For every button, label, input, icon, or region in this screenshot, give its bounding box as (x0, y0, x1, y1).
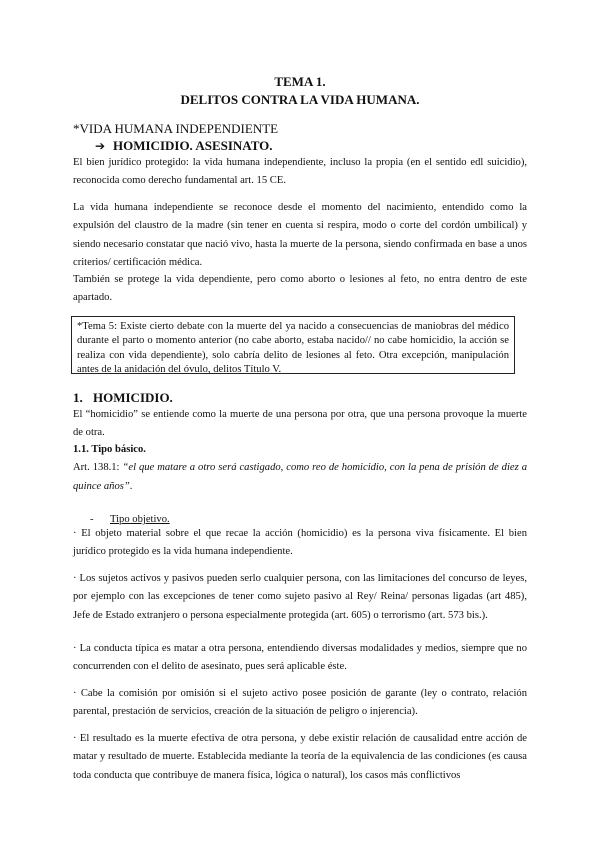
article-138-quote (73, 459, 527, 496)
paragraph-vida-independiente: La vida humana independiente se reconoce desde el momento del nacimiento, entendido como la expulsión del claustro de la madre (sin tener en cuenta si respira, modo o corte del cordón umbilical) y siendo necesario constatar que nació vivo, hasta la muerte de la persona, siendo confirmada en base a unos criterios/ certificación médica. (73, 202, 527, 268)
tipo-objetivo-label: Tipo objetivo. (110, 514, 170, 525)
topic-number: TEMA 1. (274, 74, 326, 89)
note-box (71, 316, 515, 374)
topic-title: DELITOS CONTRA LA VIDA HUMANA. (180, 92, 420, 107)
list-dash: - (90, 514, 94, 525)
paragraph-vida-dependiente: También se protege la vida dependiente, pero como aborto o lesiones al feto, no entra dentro de este apartado. (73, 274, 527, 304)
paragraph-conducta-tipica: · La conducta típica es matar a otra persona, entendiendo diversas modalidades y medios, siempre que no concurrenden con el delito de asesinato, pues será aplicable éste. (73, 643, 527, 673)
paragraph-resultado: · El resultado es la muerte efectiva de otra persona, y debe existir relación de causalidad entre acción de matar y resultado de muerte. Establecida mediante la teoría de la equivalencia de las condiciones (es causa toda conducta que contribuye de manera física, lógica o natural), los casos más conflictivos (73, 733, 527, 781)
note-text: *Tema 5: Existe cierto debate con la muerte del ya nacido a consecuencias de maniobras del médico durante el parto o momento anterior (no cabe aborto, estaba nacido// no cabe homicidio, la acción se realiza con vida dependiente), solo cabría delito de lesiones al feto. Otra excepción, manipulación antes de la anidación del óvulo, delitos Título V. (77, 321, 509, 375)
section-heading-vida: *VIDA HUMANA INDEPENDIENTE (73, 121, 279, 136)
paragraph-sujetos: · Los sujetos activos y pasivos pueden serlo cualquier persona, con las limitaciones del concurso de leyes, por ejemplo con las excepciones de tener como sujeto pasivo al Rey/ Reina/ personas ligadas (art 485), Jefe de Estado extranjero o persona especialmente protegida (art. 605) o terrorismo (art. 573 bis.). (73, 573, 527, 621)
article-prefix: Art. 138.1: (73, 462, 123, 473)
paragraph-comision-omision: · Cabe la comisión por omisión si el sujeto activo posee posición de garante (ley o contrato, relación parental, prestación de servicios, creación de la situación de peligro o injerencia). (73, 688, 527, 718)
section-heading-homicidio (73, 389, 527, 407)
paragraph-bien-juridico: El bien jurídico protegido: la vida humana independiente, incluso la propia (en el sentido edl suicidio), reconocida como derecho fundamental art. 15 CE. (73, 157, 527, 187)
paragraph-homicidio-definition: El “homicidio” se entiende como la muerte de una persona por otra, que una persona provoque la muerte de otra. (73, 409, 527, 439)
paragraph-objeto-material: · El objeto material sobre el que recae la acción (homicidio) es la persona viva físicamente. El bien jurídico protegido es la vida humana independiente. (73, 528, 527, 558)
article-suffix: . (129, 480, 133, 492)
article-text: “el que matare a otro será castigado, como reo de homicidio, con la pena de prisión de diez a quince años” (73, 462, 527, 492)
subheading-text: HOMICIDIO. ASESINATO. (113, 138, 273, 153)
subsection-heading-tipo-basico: 1.1. Tipo básico. (73, 444, 146, 455)
section-number: 1. (73, 390, 83, 405)
section-heading-text: HOMICIDIO. (93, 390, 173, 405)
arrow-right-icon: ➔ (95, 139, 106, 153)
subheading-homicidio-asesinato (95, 137, 525, 155)
